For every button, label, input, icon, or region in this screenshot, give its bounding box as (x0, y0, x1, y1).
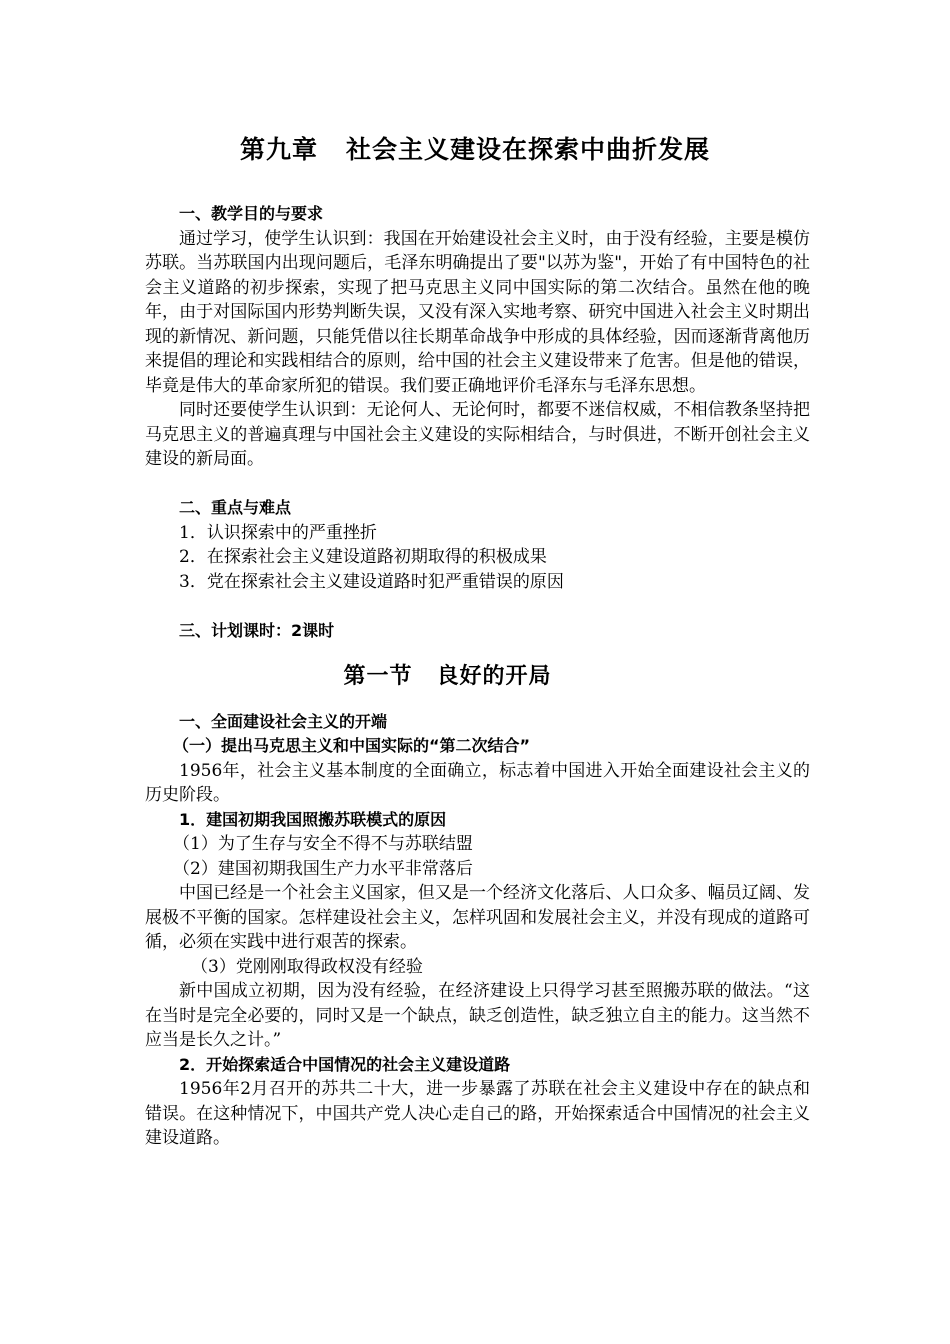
document-body (145, 202, 810, 1151)
subheading-1: 1．建国初期我国照搬苏联模式的原因 (179, 809, 447, 829)
section-paragraph-2: 中国已经是一个社会主义国家，但又是一个经济文化落后、人口众多、幅员辽阔、发展极不平衡的国家。怎样建设社会主义，怎样巩固和发展社会主义，并没有现成的道路可循，必须在实践中进行艰苦的探索。 (145, 883, 810, 952)
section-number: 第一节 (343, 664, 413, 689)
section-title-text: 良好的开局 (436, 664, 552, 689)
reason-item: （1）为了生存与安全不得不与苏联结盟 (173, 834, 473, 854)
section-paragraph-3: 新中国成立初期，因为没有经验，在经济建设上只得学习甚至照搬苏联的做法。“这在当时是完全必要的，同时又是一个缺点，缺乏创造性，缺乏独立自主的能力。这当然不应当是长久之计。” (145, 981, 810, 1050)
section-title (145, 665, 810, 690)
chapter-title (0, 130, 950, 166)
reason-item: （3）党刚刚取得政权没有经验 (191, 956, 423, 977)
goals-heading: 一、教学目的与要求 (179, 204, 324, 223)
key-points-heading: 二、重点与难点 (179, 498, 292, 517)
chapter-number: 第九章 (239, 135, 318, 164)
goals-paragraph-1: 通过学习，使学生认识到：我国在开始建设社会主义时，由于没有经验，主要是模仿苏联。当苏联国内出现问题后，毛泽东明确提出了要"以苏为鉴"，开始了有中国特色的社会主义道路的初步探索，实现了把马克思主义同中国实际的第二次结合。虽然在他的晚年，由于对国际国内形势判断失误，又没有深入实地考察、研究中国进入社会主义时期出现的新情况、新问题，只能凭借以往长期革命战争中形成的具体经验，因而逐渐背离他历来提倡的理论和实践相结合的原则，给中国的社会主义建设带来了危害。但是他的错误，毕竟是伟大的革命家所犯的错误。我们要正确地评价毛泽东与毛泽东思想。 (145, 228, 810, 396)
chapter-title-text: 社会主义建设在探索中曲折发展 (346, 135, 711, 164)
subheading-2: 2．开始探索适合中国情况的社会主义建设道路 (179, 1054, 511, 1074)
section-paragraph-4: 1956年2月召开的苏共二十大，进一步暴露了苏联在社会主义建设中存在的缺点和错误。在这种情况下，中国共产党人决心走自己的路，开始探索适合中国情况的社会主义建设道路。 (145, 1079, 810, 1148)
section-heading-2: （一）提出马克思主义和中国实际的“第二次结合” (173, 736, 531, 755)
key-point-item: 3．党在探索社会主义建设道路时犯严重错误的原因 (179, 571, 564, 592)
reason-item: （2）建国初期我国生产力水平非常落后 (173, 858, 473, 879)
key-point-item: 2．在探索社会主义建设道路初期取得的积极成果 (179, 547, 547, 567)
section-heading-1: 一、全面建设社会主义的开端 (179, 711, 388, 731)
goals-paragraph-2: 同时还要使学生认识到：无论何人、无论何时，都要不迷信权威，不相信教条坚持把马克思主义的普遍真理与中国社会主义建设的实际相结合，与时俱进，不断开创社会主义建设的新局面。 (145, 400, 810, 469)
key-point-item: 1．认识探索中的严重挫折 (179, 522, 377, 543)
hours-heading: 三、计划课时：2课时 (179, 620, 335, 640)
section-paragraph-1: 1956年，社会主义基本制度的全面确立，标志着中国进入开始全面建设社会主义的历史阶段。 (145, 760, 810, 805)
